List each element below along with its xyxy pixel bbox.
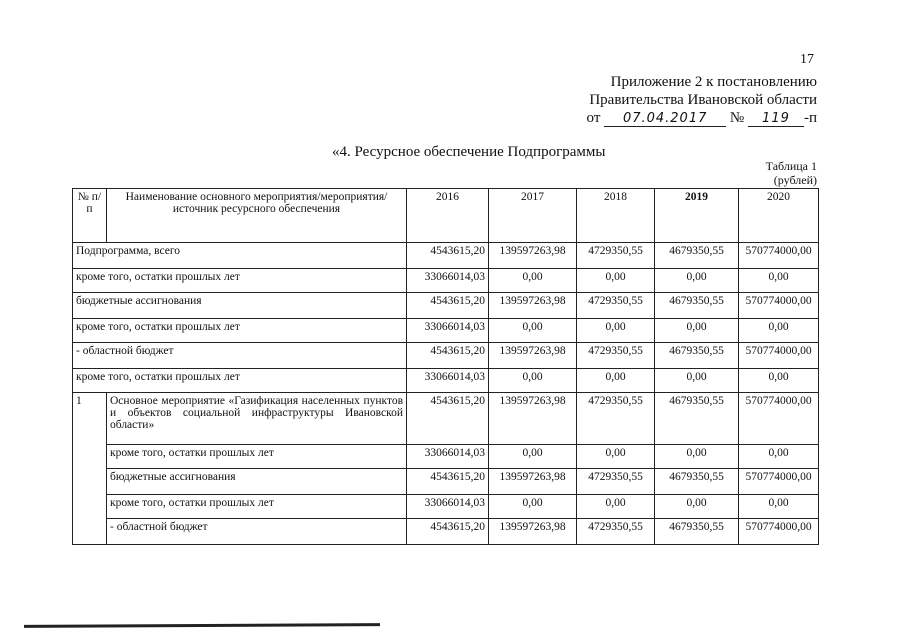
- value-2016-cell: 4543615,20: [407, 469, 489, 495]
- row-name-cell: кроме того, остатки прошлых лет: [73, 369, 407, 393]
- value-2017-cell: 0,00: [489, 319, 577, 343]
- number-suffix: -п: [803, 110, 817, 126]
- value-2019-cell: 0,00: [655, 319, 739, 343]
- value-2020-cell: 570774000,00: [739, 519, 819, 545]
- row-name-cell: бюджетные ассигнования: [107, 469, 407, 495]
- table-header-row: [73, 189, 819, 243]
- appendix-line-1: Приложение 2 к постановлению: [610, 74, 817, 90]
- table-row: [73, 319, 819, 343]
- value-2018-cell: 4729350,55: [577, 469, 655, 495]
- value-2017-cell: 0,00: [489, 269, 577, 293]
- value-2019-cell: 0,00: [655, 495, 739, 519]
- table-row: [73, 293, 819, 319]
- value-2017-cell: 139597263,98: [489, 293, 577, 319]
- row-name-cell: Основное мероприятие «Газификация населенных пунктов и объектов социальной инфраструктуры Ивановской области»: [107, 393, 407, 445]
- row-name-cell: кроме того, остатки прошлых лет: [107, 445, 407, 469]
- value-2019-cell: 4679350,55: [655, 393, 739, 445]
- value-2016-cell: 4543615,20: [407, 519, 489, 545]
- handwritten-number: 119: [748, 111, 804, 127]
- row-name-cell: бюджетные ассигнования: [73, 293, 407, 319]
- handwritten-date: 07.04.2017: [604, 111, 726, 127]
- value-2020-cell: 570774000,00: [739, 393, 819, 445]
- value-2016-cell: 4543615,20: [407, 393, 489, 445]
- row-name-cell: Подпрограмма, всего: [73, 243, 407, 269]
- table-number: Таблица 1: [765, 159, 817, 173]
- value-2019-cell: 0,00: [655, 269, 739, 293]
- value-2020-cell: 570774000,00: [739, 293, 819, 319]
- value-2018-cell: 4729350,55: [577, 393, 655, 445]
- scan-edge-line: [24, 623, 380, 628]
- value-2017-cell: 139597263,98: [489, 519, 577, 545]
- value-2016-cell: 33066014,03: [407, 445, 489, 469]
- table-row: [73, 495, 819, 519]
- value-2016-cell: 33066014,03: [407, 369, 489, 393]
- value-2017-cell: 139597263,98: [489, 243, 577, 269]
- value-2018-cell: 4729350,55: [577, 343, 655, 369]
- value-2020-cell: 0,00: [739, 445, 819, 469]
- table-row: [73, 519, 819, 545]
- value-2016-cell: 4543615,20: [407, 343, 489, 369]
- value-2017-cell: 0,00: [489, 495, 577, 519]
- value-2019-cell: 4679350,55: [655, 519, 739, 545]
- value-2020-cell: 0,00: [739, 319, 819, 343]
- value-2018-cell: 4729350,55: [577, 293, 655, 319]
- value-2019-cell: 4679350,55: [655, 343, 739, 369]
- header-2019: 2019: [655, 189, 739, 243]
- table-row: [73, 243, 819, 269]
- value-2019-cell: 4679350,55: [655, 469, 739, 495]
- header-2017: 2017: [489, 189, 577, 243]
- from-label: от: [586, 110, 601, 126]
- value-2020-cell: 570774000,00: [739, 243, 819, 269]
- value-2017-cell: 0,00: [489, 445, 577, 469]
- table-row: [73, 393, 819, 445]
- row-name-cell: кроме того, остатки прошлых лет: [73, 269, 407, 293]
- value-2020-cell: 570774000,00: [739, 343, 819, 369]
- value-2019-cell: 0,00: [655, 369, 739, 393]
- value-2017-cell: 139597263,98: [489, 469, 577, 495]
- value-2016-cell: 33066014,03: [407, 319, 489, 343]
- table-row: [73, 445, 819, 469]
- section-title: «4. Ресурсное обеспечение Подпрограммы: [332, 144, 606, 160]
- table-row: [73, 369, 819, 393]
- value-2019-cell: 4679350,55: [655, 243, 739, 269]
- value-2018-cell: 4729350,55: [577, 243, 655, 269]
- row-name-cell: кроме того, остатки прошлых лет: [73, 319, 407, 343]
- value-2020-cell: 0,00: [739, 369, 819, 393]
- row-name-cell: - областной бюджет: [107, 519, 407, 545]
- table-units: (рублей): [773, 173, 817, 187]
- row-name-cell: - областной бюджет: [73, 343, 407, 369]
- value-2019-cell: 0,00: [655, 445, 739, 469]
- table-row: [73, 269, 819, 293]
- row-number-cell: 1: [73, 393, 107, 545]
- value-2016-cell: 4543615,20: [407, 293, 489, 319]
- value-2018-cell: 0,00: [577, 269, 655, 293]
- header-num: № п/п: [73, 189, 107, 243]
- value-2017-cell: 0,00: [489, 369, 577, 393]
- value-2020-cell: 0,00: [739, 269, 819, 293]
- header-2016: 2016: [407, 189, 489, 243]
- value-2020-cell: 570774000,00: [739, 469, 819, 495]
- value-2016-cell: 33066014,03: [407, 495, 489, 519]
- value-2018-cell: 4729350,55: [577, 519, 655, 545]
- header-2020: 2020: [739, 189, 819, 243]
- table-row: [73, 343, 819, 369]
- value-2017-cell: 139597263,98: [489, 393, 577, 445]
- value-2018-cell: 0,00: [577, 495, 655, 519]
- appendix-line-2: Правительства Ивановской области: [589, 92, 817, 108]
- decree-date-number-line: [587, 110, 817, 127]
- number-label: №: [729, 110, 745, 126]
- value-2016-cell: 33066014,03: [407, 269, 489, 293]
- value-2018-cell: 0,00: [577, 319, 655, 343]
- value-2019-cell: 4679350,55: [655, 293, 739, 319]
- header-name: Наименование основного мероприятия/мероприятия/источник ресурсного обеспечения: [107, 189, 407, 243]
- value-2018-cell: 0,00: [577, 445, 655, 469]
- resource-table: [72, 188, 819, 545]
- header-2018: 2018: [577, 189, 655, 243]
- table-row: [73, 469, 819, 495]
- row-name-cell: кроме того, остатки прошлых лет: [107, 495, 407, 519]
- value-2018-cell: 0,00: [577, 369, 655, 393]
- value-2016-cell: 4543615,20: [407, 243, 489, 269]
- value-2020-cell: 0,00: [739, 495, 819, 519]
- table-label: [766, 159, 817, 187]
- page-number: 17: [800, 52, 814, 67]
- value-2017-cell: 139597263,98: [489, 343, 577, 369]
